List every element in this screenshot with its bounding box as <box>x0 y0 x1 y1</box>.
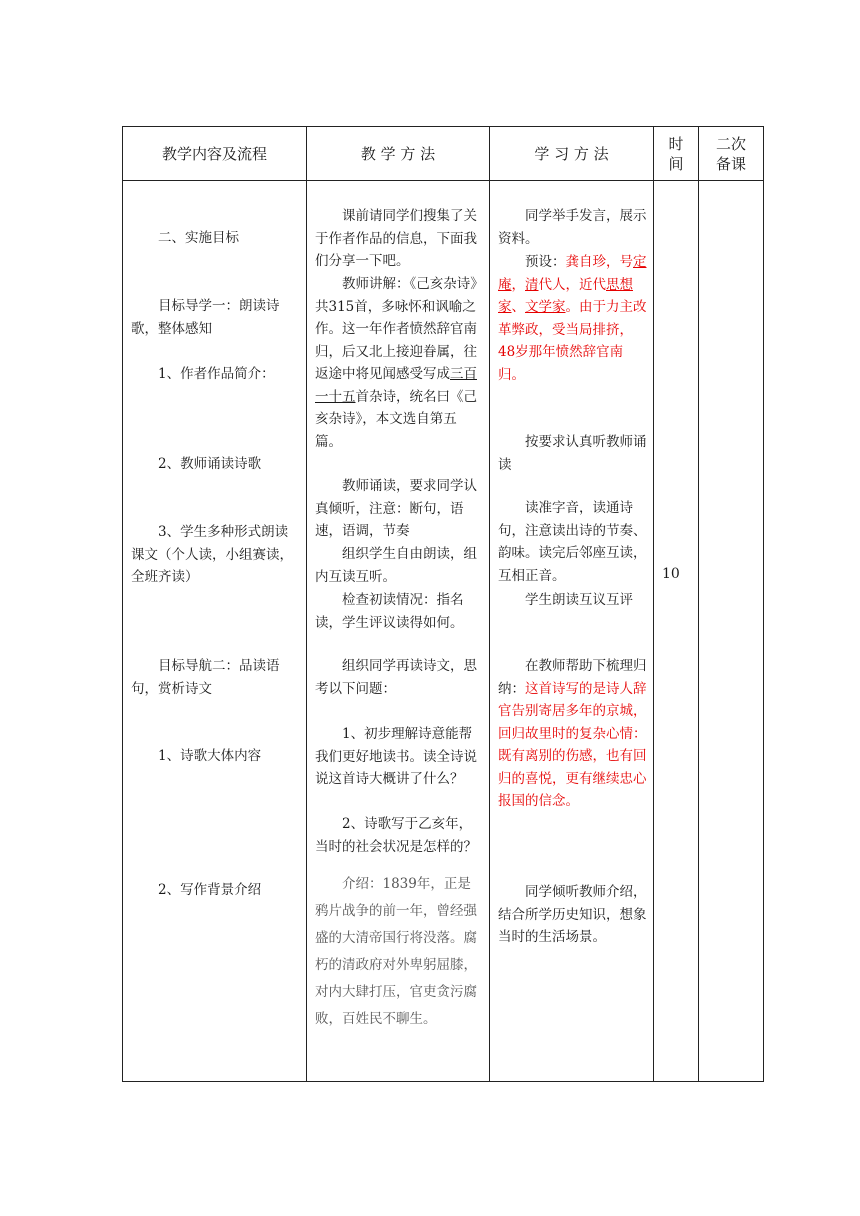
time-column <box>654 181 699 1082</box>
content-column <box>123 181 307 1082</box>
learning-peer-review: 学生朗读互议互评 <box>525 592 633 608</box>
learning-summary: 在教师帮助下梳理归纳：这首诗写的是诗人辞官告别寄居多年的京城，回归故里时的复杂心情：既有离别的伤感，也有回归的喜悦，更有继续忠心报国的信念。 <box>498 658 647 809</box>
time-value: 10 <box>662 566 680 582</box>
method-question-one: 1、初步理解诗意能帮我们更好地读书。读全诗说说这首诗大概讲了什么？ <box>315 726 477 787</box>
learning-preset: 预设：龚自珍，号定庵，清代人，近代思想家、文学家。由于力主改革弊政，受当局排挤，48岁那年愤然辞官南归。 <box>498 254 647 383</box>
method-check-reading: 检查初读情况：指名读，学生评议读得如何。 <box>315 592 464 631</box>
header-content-flow: 教学内容及流程 <box>123 127 307 181</box>
header-second-prep: 二次 备课 <box>699 127 764 181</box>
item-poem-content: 1、诗歌大体内容 <box>158 748 262 764</box>
method-explanation: 教师讲解：《己亥杂诗》共315首，多咏怀和讽喻之作。这一年作者愤然辞官南归，后又北上接迎眷属，往返途中将见闻感受写成三百一十五首杂诗，统名曰《己亥杂诗》，本文选自第五篇。 <box>315 276 477 450</box>
goal-one: 目标导学一：朗读诗歌，整体感知 <box>131 298 280 337</box>
item-student-reading: 3、学生多种形式朗读课文（个人读，小组赛读，全班齐读） <box>131 524 293 585</box>
goal-two: 目标导航二：品读语句，赏析诗文 <box>131 658 280 697</box>
lesson-plan-table <box>122 126 764 1082</box>
learning-listen: 按要求认真听教师诵读 <box>498 434 647 473</box>
item-author-intro: 1、作者作品简介： <box>158 366 275 382</box>
learning-method-column <box>490 181 654 1082</box>
method-free-reading: 组织学生自由朗读，组内互读互听。 <box>315 546 477 585</box>
second-prep-column <box>699 181 764 1082</box>
header-row <box>123 127 764 181</box>
method-question-two: 2、诗歌写于乙亥年，当时的社会状况是怎样的？ <box>315 816 477 855</box>
method-intro: 课前请同学们搜集了关于作者作品的信息，下面我们分享一下吧。 <box>315 208 477 269</box>
method-reread: 组织同学再读诗文，思考以下问题： <box>315 658 477 697</box>
body-row <box>123 181 764 1082</box>
item-teacher-reading: 2、教师诵读诗歌 <box>158 456 262 472</box>
learning-history: 同学倾听教师介绍，结合所学历史知识，想象当时的生活场景。 <box>498 884 647 945</box>
header-learning-method: 学 习 方 法 <box>490 127 654 181</box>
item-background: 2、写作背景介绍 <box>158 882 262 898</box>
learning-read-aloud: 读准字音，读通诗句，注意读出诗的节奏、韵味。读完后邻座互读，互相正音。 <box>498 500 647 584</box>
header-time: 时 间 <box>654 127 699 181</box>
teaching-method-column <box>307 181 490 1082</box>
section-title: 二、实施目标 <box>158 230 239 246</box>
method-background-intro: 介绍：1839年，正是鸦片战争的前一年，曾经强盛的大清帝国行将没落。腐朽的清政府对外卑躬屈膝，对内大肆打压，官吏贪污腐败，百姓民不聊生。 <box>315 876 477 1027</box>
method-teacher-recite: 教师诵读，要求同学认真倾听，注意：断句，语速，语调，节奏 <box>315 478 477 539</box>
header-teaching-method: 教 学 方 法 <box>307 127 490 181</box>
learning-share: 同学举手发言，展示资料。 <box>498 208 647 247</box>
